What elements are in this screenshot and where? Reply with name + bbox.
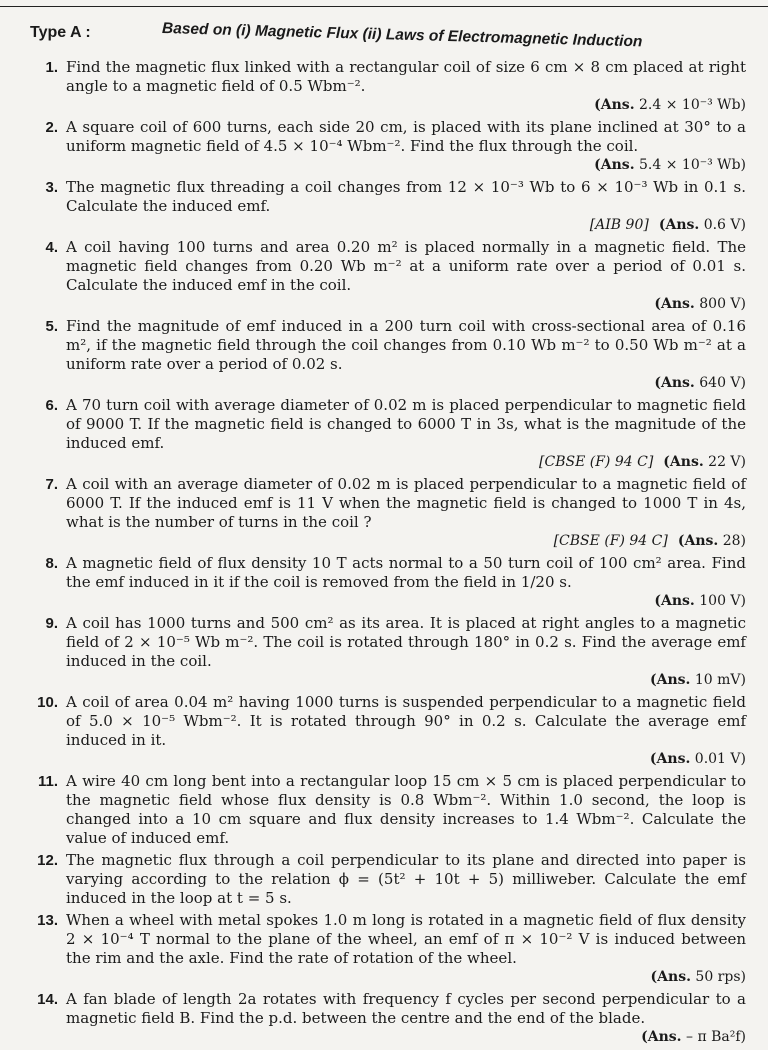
answer-value: 10 mV) [694, 672, 746, 688]
problem-number: 4. [45, 239, 58, 256]
problem-answer-line [66, 156, 746, 175]
type-label: Type A : [30, 24, 91, 41]
problem-answer-line [66, 374, 746, 393]
problem-answer-line [66, 671, 746, 690]
problem-number: 13. [37, 912, 58, 929]
problem-item [22, 118, 746, 175]
problem-number: 11. [37, 773, 58, 790]
answer-value: 5.4 × 10⁻³ Wb) [639, 157, 746, 173]
answer-label: (Ans. [663, 454, 704, 470]
answer-label: (Ans. [654, 296, 695, 312]
problem-item [22, 317, 746, 393]
problem-answer-line [66, 216, 746, 235]
problem-number: 5. [45, 318, 58, 335]
problem-answer-line [66, 750, 746, 769]
answer-label: (Ans. [641, 1029, 682, 1045]
problem-reference: [CBSE (F) 94 C] [553, 533, 668, 549]
problem-number: 2. [45, 119, 58, 136]
answer-value: 0.6 V) [703, 217, 746, 233]
answer-value: 50 rps) [695, 969, 746, 985]
answer-value: 0.01 V) [694, 751, 746, 767]
problem-item [22, 693, 746, 769]
problem-reference: [CBSE (F) 94 C] [539, 454, 654, 470]
problem-number: 7. [45, 476, 58, 493]
problem-number: 8. [45, 555, 58, 572]
problem-text: The magnetic flux through a coil perpendicular to its plane and directed into paper is varying according to the relation ϕ = (5t² + 10t + 5) milliweber. Calculate the emf induced in the loop at t = 5 s. [66, 851, 746, 907]
problem-item [22, 475, 746, 551]
answer-label: (Ans. [594, 157, 635, 173]
answer-label: (Ans. [677, 533, 719, 549]
top-rule [0, 6, 768, 7]
problem-text: A magnetic field of flux density 10 T acts normal to a 50 turn coil of 100 cm² area. Find the emf induced in it if the coil is removed from the field in 1/20 s. [66, 554, 746, 591]
answer-value: 100 V) [699, 593, 746, 609]
problem-number: 3. [45, 179, 58, 196]
problem-text: A wire 40 cm long bent into a rectangular loop 15 cm × 5 cm is placed perpendicular to the magnetic field whose flux density is 0.8 Wbm⁻². Within 1.0 second, the loop is changed into a 10 cm square and flux density increases to 1.4 Wbm⁻². Calculate the value of induced emf. [66, 772, 746, 847]
problem-item [22, 396, 746, 472]
problem-text: A square coil of 600 turns, each side 20 cm, is placed with its plane inclined at 30° to a uniform magnetic field of 4.5 × 10⁻⁴ Wbm⁻². Find the flux through the coil. [66, 118, 746, 155]
problem-text: A coil has 1000 turns and 500 cm² as its area. It is placed at right angles to a magnetic field of 2 × 10⁻⁵ Wb m⁻². The coil is rotated through 180° in 0.2 s. Find the average emf induced in the coil. [66, 614, 746, 670]
answer-label: (Ans. [594, 97, 635, 113]
problem-item [22, 614, 746, 690]
problem-answer-line [66, 1028, 746, 1047]
problem-reference: [AIB 90] [589, 217, 649, 233]
problem-number: 6. [45, 397, 58, 414]
problem-text: Find the magnetic flux linked with a rectangular coil of size 6 cm × 8 cm placed at right angle to a magnetic field of 0.5 Wbm⁻². [66, 58, 746, 95]
problem-item [22, 772, 746, 848]
problem-answer-line [66, 968, 746, 987]
problem-item [22, 851, 746, 908]
answer-label: (Ans. [650, 672, 691, 688]
problem-number: 9. [45, 615, 58, 632]
problem-answer-line [66, 532, 746, 551]
problem-answer-line [66, 96, 746, 115]
answer-label: (Ans. [658, 217, 700, 233]
problem-item [22, 554, 746, 611]
answer-label: (Ans. [649, 751, 691, 767]
answer-value: 22 V) [708, 454, 746, 470]
problem-list [22, 58, 746, 1050]
answer-value: 2.4 × 10⁻³ Wb) [639, 97, 746, 113]
answer-value: 640 V) [699, 375, 746, 391]
answer-value: 800 V) [699, 296, 746, 312]
section-title: Based on (i) Magnetic Flux (ii) Laws of Electromagnetic Induction [161, 20, 643, 51]
problem-text: A coil with an average diameter of 0.02 m is placed perpendicular to a magnetic field of 6000 T. If the induced emf is 11 V when the magnetic field is changed to 1000 T in 4s, what is the number of turns in the coil ? [66, 475, 746, 531]
answer-label: (Ans. [654, 593, 695, 609]
problem-number: 1. [45, 59, 58, 76]
problem-item [22, 178, 746, 235]
problem-text: A fan blade of length 2a rotates with frequency f cycles per second perpendicular to a magnetic field B. Find the p.d. between the centre and the end of the blade. [66, 990, 746, 1027]
answer-label: (Ans. [650, 969, 691, 985]
problem-answer-line [66, 295, 746, 314]
problem-text: Find the magnitude of emf induced in a 200 turn coil with cross-sectional area of 0.16 m², if the magnetic field through the coil changes from 0.10 Wb m⁻² to 0.50 Wb m⁻² at a uniform rate over a period of 0.02 s. [66, 317, 746, 373]
answer-label: (Ans. [654, 375, 695, 391]
problem-number: 12. [37, 852, 58, 869]
problem-text: When a wheel with metal spokes 1.0 m long is rotated in a magnetic field of flux density 2 × 10⁻⁴ T normal to the plane of the wheel, an emf of π × 10⁻² V is induced between the rim and the axle. Find the rate of rotation of the wheel. [66, 911, 746, 967]
problem-answer-line [66, 592, 746, 611]
problem-number: 10. [37, 694, 58, 711]
answer-value: 28) [722, 533, 746, 549]
problem-text: The magnetic flux threading a coil changes from 12 × 10⁻³ Wb to 6 × 10⁻³ Wb in 0.1 s. Calculate the induced emf. [66, 178, 746, 215]
problem-text: A 70 turn coil with average diameter of 0.02 m is placed perpendicular to magnetic field of 9000 T. If the magnetic field is changed to 6000 T in 3s, what is the magnitude of the induced emf. [66, 396, 746, 452]
answer-value: – π Ba²f) [686, 1029, 746, 1045]
problem-item [22, 238, 746, 314]
problem-text: A coil having 100 turns and area 0.20 m² is placed normally in a magnetic field. The magnetic field changes from 0.20 Wb m⁻² at a uniform rate over a period of 0.01 s. Calculate the induced emf in the coil. [66, 238, 746, 294]
section-header [24, 18, 754, 50]
problem-item [22, 911, 746, 987]
problem-item [22, 58, 746, 115]
problem-item [22, 990, 746, 1047]
problem-number: 14. [37, 991, 58, 1008]
problem-answer-line [66, 453, 746, 472]
problem-text: A coil of area 0.04 m² having 1000 turns is suspended perpendicular to a magnetic field of 5.0 × 10⁻⁵ Wbm⁻². It is rotated through 90° in 0.2 s. Calculate the average emf induced in it. [66, 693, 746, 749]
